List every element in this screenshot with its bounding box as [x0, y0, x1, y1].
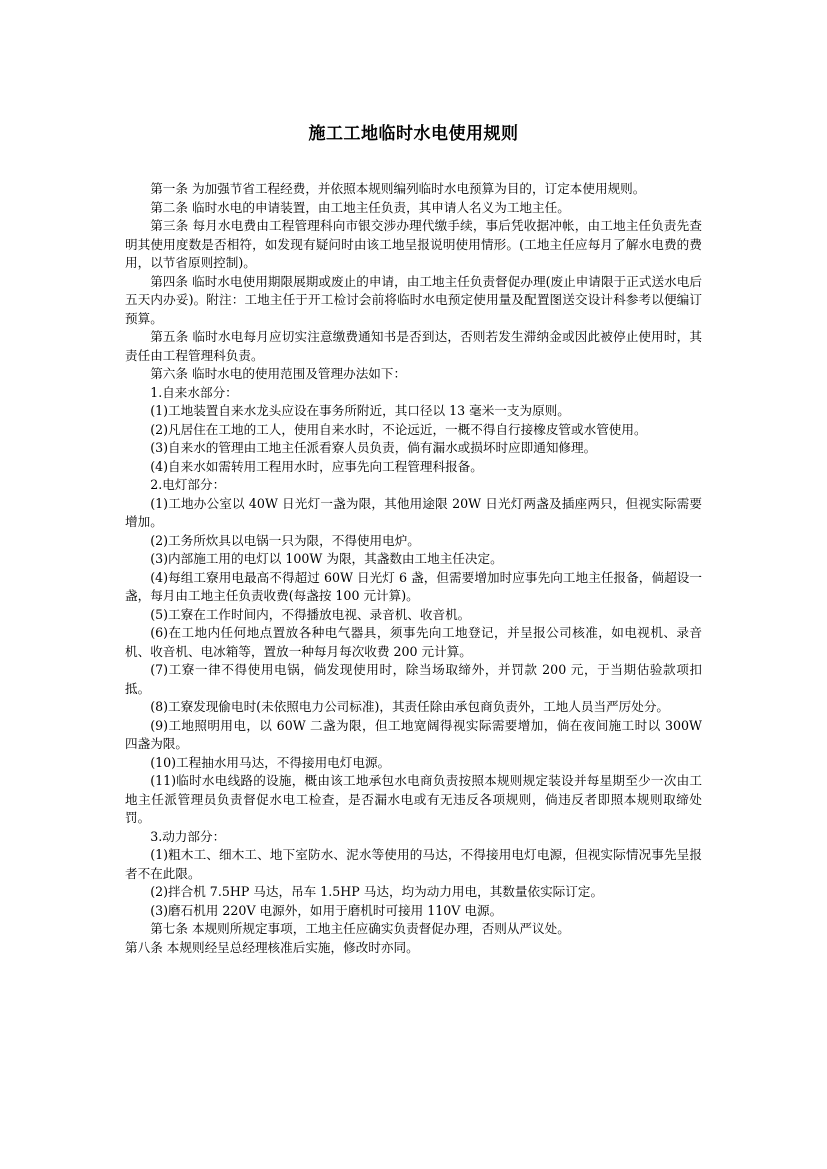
- document-title: 施工工地临时水电使用规则: [308, 124, 519, 144]
- section-power-heading: 3.动力部分：: [150, 828, 226, 844]
- article-1: 第一条 为加强节省工程经费，并依照本规则编列临时水电预算为目的，订定本使用规则。: [150, 181, 646, 196]
- lighting-item-3: (3)内部施工用的电灯以 100W 为限，其盏数由工地主任决定。: [150, 551, 503, 566]
- water-item-4: (4)自来水如需转用工程用水时，应事先向工程管理科报备。: [150, 458, 483, 474]
- section-lighting-heading: 2.电灯部分：: [150, 477, 226, 492]
- water-item-2: (2)凡居住在工地的工人，使用自来水时，不论远近，一概不得自行接橡皮管或水管使用。: [150, 421, 647, 437]
- power-item-2: (2)拌合机 7.5HP 马达，吊车 1.5HP 马达，均为动力用电，其数量依实际订定。: [150, 884, 604, 899]
- power-item-3: (3)磨石机用 220V 电源外，如用于磨机时可接用 110V 电源。: [150, 902, 503, 918]
- article-2: 第二条 临时水电的申请装置，由工地主任负责，其申请人名义为工地主任。: [150, 199, 570, 215]
- lighting-item-7: (7)工寮一律不得使用电锅，倘发现使用时，除当场取缔外，并罚款 200 元，于当期估验款项扣抵。: [125, 662, 702, 696]
- section-water-heading: 1.自来水部分：: [150, 384, 238, 400]
- article-7: 第七条 本规则所规定事项，工地主任应确实负责督促办理，否则从严议处。: [150, 921, 570, 936]
- lighting-item-6: (6)在工地内任何地点置放各种电气器具，须事先向工地登记，并呈报公司核准，如电视机、录音机、收音机、电冰箱等，置放一种每月每次收费 200 元计算。: [125, 625, 702, 659]
- lighting-item-1: (1)工地办公室以 40W 日光灯一盏为限，其他用途限 20W 日光灯两盏及插座两只，但视实际需要增加。: [125, 495, 702, 529]
- water-item-1: (1)工地装置自来水龙头应设在事务所附近，其口径以 13 毫米一支为原则。: [150, 403, 570, 418]
- article-5: 第五条 临时水电每月应切实注意缴费通知书是否到达，否则若发生滞纳金或因此被停止使用时，其责任由工程管理科负责。: [125, 329, 702, 363]
- lighting-item-11: (11)临时水电线路的设施，概由该工地承包水电商负责按照本规则规定装设并每星期至少一次由工地主任派管理员负责督促水电工检查，是否漏水电或有无违反各项规则，倘违反者即照本规则取缔处罚。: [125, 773, 702, 825]
- lighting-item-8: (8)工寮发现偷电时(未依照电力公司标准)，其责任除由承包商负责外，工地人员当严厉处分。: [150, 699, 670, 714]
- document-body: [125, 180, 702, 957]
- article-6: 第六条 临时水电的使用范围及管理办法如下：: [150, 366, 407, 381]
- power-item-1: (1)粗木工、细木工、地下室防水、泥水等使用的马达，不得接用电灯电源，但视实际情况事先呈报者不在此限。: [125, 847, 702, 881]
- article-3: 第三条 每月水电费由工程管理科向市银交涉办理代缴手续，事后凭收据冲帐，由工地主任负责先查明其使用度数是否相符，如发现有疑问时由该工地呈报说明使用情形。(工地主任应每月了解水电费的费用，以节省原则控制)。: [125, 218, 702, 270]
- lighting-item-9: (9)工地照明用电，以 60W 二盏为限，但工地宽阔得视实际需要增加，倘在夜间施工时以 300W 四盏为限。: [125, 717, 702, 751]
- lighting-item-5: (5)工寮在工作时间内，不得播放电视、录音机、收音机。: [150, 606, 471, 622]
- water-item-3: (3)自来水的管理由工地主任派看寮人员负责，倘有漏水或损坏时应即通知修理。: [150, 440, 597, 455]
- article-8: 第八条 本规则经呈总经理核准后实施，修改时亦同。: [125, 939, 419, 955]
- article-4: 第四条 临时水电使用期限展期或废止的申请，由工地主任负责督促办理(废止申请限于正式送水电后五天内办妥)。附注：工地主任于开工检讨会前将临时水电预定使用量及配置图送交设计科参考以便编订预算。: [125, 273, 702, 326]
- lighting-item-2: (2)工务所炊具以电锅一只为限，不得使用电炉。: [150, 532, 420, 548]
- lighting-item-10: (10)工程抽水用马达，不得接用电灯电源。: [150, 754, 391, 770]
- lighting-item-4: (4)每组工寮用电最高不得超过 60W 日光灯 6 盏，但需要增加时应事先向工地主任报备，倘超设一盏，每月由工地主任负责收费(每盏按 100 元计算)。: [125, 569, 702, 603]
